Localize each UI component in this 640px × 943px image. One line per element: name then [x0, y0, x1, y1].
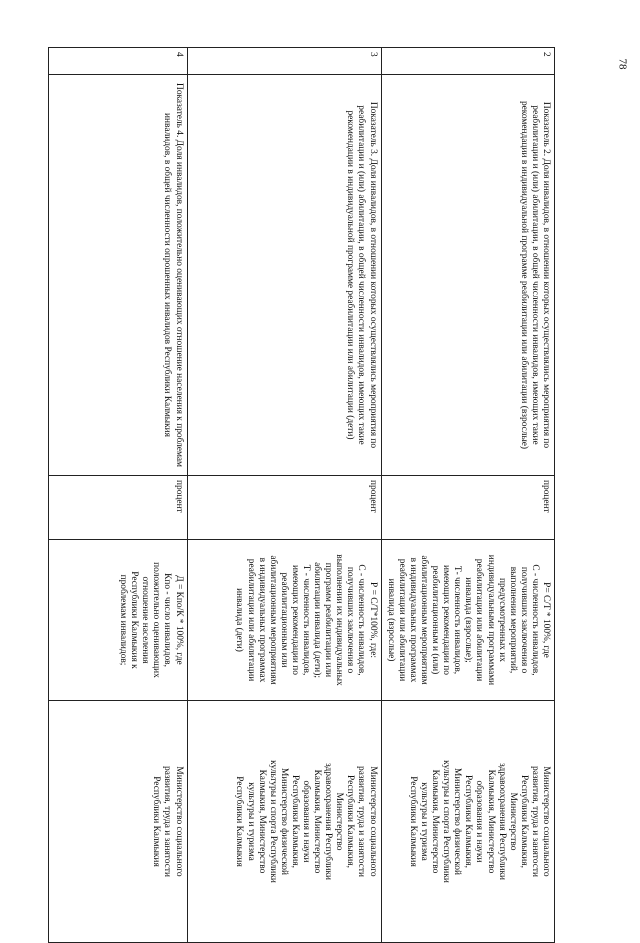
responsible-line: Республики Калмыкия, — [518, 775, 529, 868]
indicator-name: Показатель 3. Доля инвалидов, в отношении которых осуществлялись мероприятия по реабилитации и (или) абилитации, в общей численности инвалидов, имеющих такие рекомендации в индивидуальной программе реабилитации или абилитации (дети) — [187, 75, 381, 476]
formula-line: С - численность инвалидов, — [356, 564, 367, 676]
formula-line: Р= С/Т * 100%, где — [541, 582, 551, 658]
formula-line: абилитации инвалида (дети); — [312, 562, 323, 678]
formula-line: инвалида (взрослые); — [463, 577, 474, 663]
responsible-line: Министерство социального — [367, 766, 378, 877]
table-row — [381, 48, 554, 943]
calculation-formula — [187, 540, 381, 701]
responsible-body — [48, 701, 187, 943]
indicator-name: Показатель 2. Доля инвалидов, в отношении которых осуществлялись мероприятия по реабилитации и (или) абилитации, в общей численности инвалидов, имеющих такие рекомендации в индивидуальной программе реабилитации или абилитации (взрослые) — [381, 75, 554, 476]
formula-line: в индивидуальных программах — [256, 557, 267, 683]
row-number: 3 — [187, 48, 381, 75]
responsible-line: Калмыкия, Министерство — [430, 769, 441, 874]
responsible-line: развития, труда и занятости — [356, 766, 367, 877]
formula-line: Т - численность инвалидов, — [301, 564, 312, 676]
row-number: 4 — [48, 48, 187, 75]
page-number: 78 — [616, 58, 629, 70]
formula-line: имеющих рекомендации по — [289, 565, 300, 675]
responsible-line: Министерство физической — [452, 767, 463, 875]
responsible-line: здравоохранения Республики — [496, 762, 507, 881]
formula-line: реабилитации или абилитации — [474, 558, 485, 682]
formula-line: абилитационным мероприятиям — [267, 555, 278, 685]
unit-of-measure: процент — [48, 476, 187, 540]
formula-line: С - численность инвалидов, — [529, 564, 540, 676]
formula-line: получивших заключения о — [518, 566, 529, 674]
indicators-table — [48, 47, 555, 943]
formula-line: получивших заключения о — [345, 566, 356, 674]
responsible-line: образования и науки — [301, 780, 312, 863]
formula-line: реабилитационным и (или) — [430, 565, 441, 675]
responsible-line: Республики Калмыкия, — [345, 775, 356, 868]
formula-line: выполнении мероприятий, — [507, 566, 518, 674]
row-number: 2 — [381, 48, 554, 75]
formula-line: Республики Калмыкия к — [129, 571, 140, 669]
formula-line: индивидуальными программами — [485, 554, 496, 686]
formula-line: программ реабилитации или — [323, 562, 334, 678]
table-row — [187, 48, 381, 943]
responsible-line: Республики Калмыкия, — [289, 775, 300, 868]
formula-line: абилитационным мероприятиям — [418, 555, 429, 685]
responsible-line: развития, труда и занятости — [529, 766, 540, 877]
responsible-line: Республики Калмыкия — [151, 776, 162, 867]
responsible-line: Калмыкия, Министерство — [256, 769, 267, 874]
responsible-line: образования и науки — [474, 780, 485, 863]
responsible-line: здравоохранения Республики — [323, 762, 334, 881]
calculation-formula — [48, 540, 187, 701]
responsible-line: Калмыкия, Министерство — [312, 769, 323, 874]
responsible-line: Республики Калмыкия — [407, 776, 418, 867]
formula-line: положительно оценивающих — [151, 562, 162, 678]
formula-line: инвалида (взрослые) — [385, 578, 396, 662]
formula-line: реабилитационным или — [278, 572, 289, 668]
responsible-line: Республики Калмыкия — [234, 776, 245, 867]
responsible-line: Министерство — [507, 792, 518, 851]
responsible-line: Министерство социального — [173, 766, 184, 877]
responsible-line: развития, труда и занятости — [162, 766, 173, 877]
responsible-line: культуры и туризма — [245, 782, 256, 861]
formula-line: проблемам инвалидов; — [118, 574, 129, 666]
formula-line: выполнении их индивидуальных — [334, 554, 345, 686]
formula-line: реабилитации или абилитации — [396, 558, 407, 682]
formula-line: отношение населения — [140, 576, 151, 664]
formula-line: предусмотренных их — [496, 578, 507, 662]
responsible-line: культуры и туризма — [418, 782, 429, 861]
formula-line: Д = Кпо/К * 100%, где — [173, 575, 184, 665]
formula-line: в индивидуальных программах — [407, 557, 418, 683]
formula-line: имеющих рекомендации по — [441, 565, 452, 675]
responsible-line: культуры и спорта Республики — [267, 760, 278, 883]
formula-line: инвалида (дети) — [234, 588, 245, 652]
responsible-line: Министерство социального — [541, 766, 551, 877]
responsible-line: Калмыкия, Министерство — [485, 769, 496, 874]
formula-line: Кпо - число инвалидов, — [162, 573, 173, 667]
responsible-body — [381, 701, 554, 943]
unit-of-measure: процент — [187, 476, 381, 540]
table-row — [48, 48, 187, 943]
unit-of-measure: процент — [381, 476, 554, 540]
indicator-name: Показатель 4. Доля инвалидов, положительно оценивающих отношение населения к проблемам инвалидов, в общей численности опрошенных инвалидов Республики Калмыкия — [48, 75, 187, 476]
responsible-line: Республики Калмыкия, — [463, 775, 474, 868]
calculation-formula — [381, 540, 554, 701]
formula-line: реабилитации или абилитации — [245, 558, 256, 682]
responsible-line: культуры и спорта Республики — [441, 760, 452, 883]
formula-line: Р = С/Т*100%, где: — [367, 582, 378, 658]
responsible-line: Министерство — [334, 792, 345, 851]
rotated-page-content — [60, 47, 555, 897]
formula-line: Т- численность инвалидов, — [452, 565, 463, 675]
responsible-body — [187, 701, 381, 943]
responsible-line: Министерство физической — [278, 767, 289, 875]
